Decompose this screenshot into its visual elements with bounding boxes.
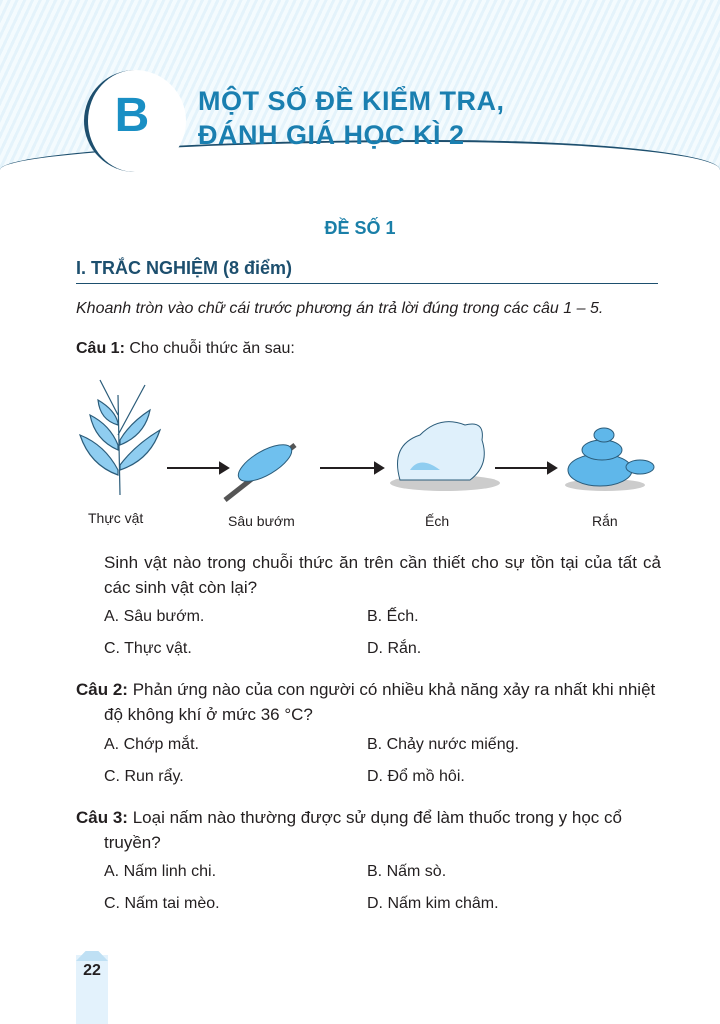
arrow-icon	[167, 463, 556, 473]
option[interactable]: C. Nấm tai mèo.	[104, 895, 220, 912]
option[interactable]: B. Chảy nước miếng.	[367, 736, 519, 753]
snake-icon	[565, 428, 654, 491]
chapter-title-line2: ĐÁNH GIÁ HỌC KÌ 2	[198, 120, 465, 150]
food-chain-label: Sâu bướm	[228, 513, 295, 529]
option[interactable]: A. Nấm linh chi.	[104, 863, 217, 880]
caterpillar-icon	[225, 438, 297, 500]
question-1-options	[104, 640, 664, 658]
question-3	[76, 805, 661, 855]
section-heading: I. TRẮC NGHIỆM (8 điểm)	[76, 258, 658, 284]
chapter-title-line1: MỘT SỐ ĐỀ KIỂM TRA,	[198, 86, 505, 116]
chapter-title	[198, 84, 505, 152]
option[interactable]: A. Sâu bướm.	[104, 608, 205, 625]
option[interactable]: D. Đổ mồ hôi.	[367, 768, 465, 785]
question-3-options	[104, 895, 664, 913]
chapter-letter: B	[114, 89, 150, 142]
question-1	[76, 336, 661, 361]
question-2	[76, 677, 661, 727]
food-chain-label: Ếch	[425, 513, 450, 529]
question-1-subtext: Sinh vật nào trong chuỗi thức ăn trên cần thiết cho sự tồn tại của tất cả các sinh vật còn lại?	[104, 553, 661, 597]
question-text: Phản ứng nào của con người có nhiều khả năng xảy ra nhất khi nhiệt độ không khí ở mức 36 °C?	[104, 680, 656, 724]
plant-icon	[80, 380, 160, 495]
option[interactable]: C. Thực vật.	[104, 640, 192, 657]
food-chain-label: Rắn	[592, 513, 618, 529]
question-text: Loại nấm nào thường được sử dụng để làm thuốc trong y học cổ truyền?	[104, 808, 622, 852]
option[interactable]: D. Nấm kim châm.	[367, 895, 499, 912]
instruction: Khoanh tròn vào chữ cái trước phương án trả lời đúng trong các câu 1 – 5.	[76, 300, 604, 317]
food-chain-figure	[70, 375, 670, 535]
option[interactable]: A. Chớp mắt.	[104, 736, 199, 753]
food-chain-illustration	[70, 375, 670, 505]
question-2-options	[104, 768, 664, 786]
option[interactable]: B. Nấm sò.	[367, 863, 447, 880]
question-text: Cho chuỗi thức ăn sau:	[129, 340, 295, 357]
question-3-options	[104, 863, 664, 881]
question-1-options	[104, 608, 664, 626]
exam-title: ĐỀ SỐ 1	[324, 218, 396, 238]
option[interactable]: D. Rắn.	[367, 640, 422, 657]
option[interactable]: B. Ếch.	[367, 608, 419, 625]
option[interactable]: C. Run rẩy.	[104, 768, 184, 785]
question-2-options	[104, 736, 664, 754]
question-label: Câu 1:	[76, 340, 125, 357]
question-label: Câu 2:	[76, 680, 128, 699]
frog-icon	[390, 422, 500, 491]
question-label: Câu 3:	[76, 808, 128, 827]
page-number: 22	[83, 962, 101, 979]
food-chain-label: Thực vật	[88, 510, 144, 526]
